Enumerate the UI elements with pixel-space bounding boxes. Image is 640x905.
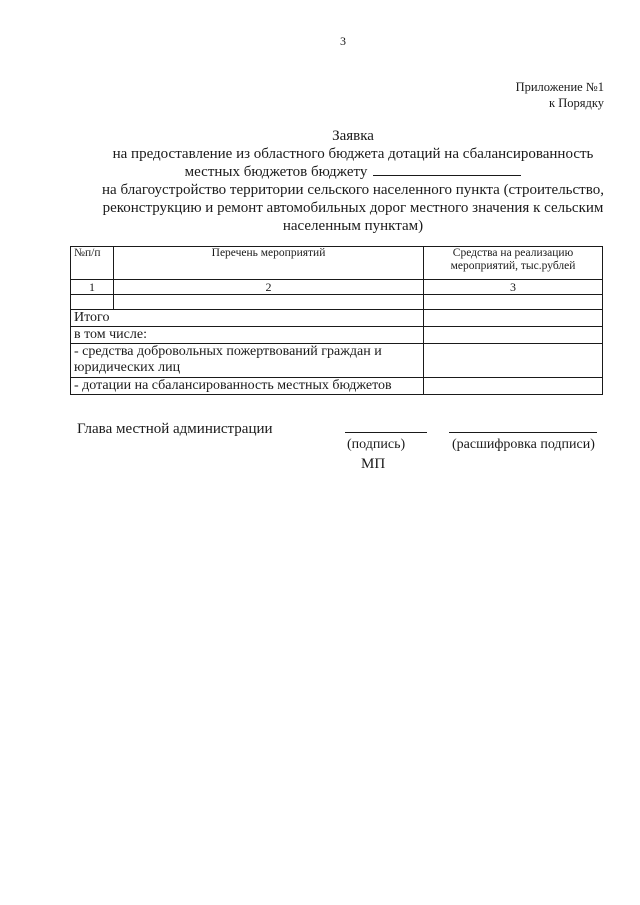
signature-line xyxy=(345,432,427,433)
row-value-donations xyxy=(424,344,603,378)
row-value-subsidies xyxy=(424,378,603,395)
title-line-4: на благоустройство территории сельского населенного пункта (строительство, xyxy=(102,182,604,198)
page-number: 3 xyxy=(340,34,346,48)
column-number-2: 2 xyxy=(114,280,424,295)
title-line-3 xyxy=(60,163,640,181)
stamp-place-label: МП xyxy=(361,456,386,472)
empty-cell xyxy=(424,295,603,310)
column-number-3: 3 xyxy=(424,280,603,295)
table-row xyxy=(71,295,603,310)
document-title xyxy=(60,127,640,235)
signature-decoding-line xyxy=(449,432,597,433)
row-value-including xyxy=(424,327,603,344)
appendix-line-1: Приложение №1 xyxy=(515,80,604,94)
signature-caption: (подпись) xyxy=(347,437,406,452)
header-number: №п/п xyxy=(71,247,114,280)
empty-cell xyxy=(71,295,114,310)
empty-cell xyxy=(114,295,424,310)
request-table xyxy=(70,246,603,395)
header-activities: Перечень мероприятий xyxy=(114,247,424,280)
table-row-including xyxy=(71,327,603,344)
appendix-line-2: к Порядку xyxy=(549,96,604,110)
table-header-row xyxy=(71,247,603,280)
row-label-itogo: Итого xyxy=(71,310,424,327)
title-line-1: Заявка xyxy=(332,128,374,144)
column-number-1: 1 xyxy=(71,280,114,295)
signature-decoding-caption: (расшифровка подписи) xyxy=(452,437,595,452)
row-label-subsidies: - дотации на сбалансированность местных бюджетов xyxy=(71,378,424,395)
column-number-row xyxy=(71,280,603,295)
title-line-3-text: местных бюджетов бюджету xyxy=(184,164,368,180)
row-label-donations: - средства добровольных пожертвований граждан и юридических лиц xyxy=(71,344,424,378)
head-of-administration-label: Глава местной администрации xyxy=(77,421,273,437)
title-line-6: населенным пунктам) xyxy=(282,218,424,234)
title-line-5: реконструкцию и ремонт автомобильных дорог местного значения к сельским xyxy=(102,200,604,216)
header-funds: Средства на реализацию мероприятий, тыс.рублей xyxy=(424,247,603,280)
row-value-itogo xyxy=(424,310,603,327)
row-label-including: в том числе: xyxy=(71,327,424,344)
table-row-donations xyxy=(71,344,603,378)
table-row-itogo xyxy=(71,310,603,327)
appendix-note xyxy=(516,79,604,111)
table-row-subsidies xyxy=(71,378,603,395)
budget-name-blank xyxy=(373,163,521,176)
title-line-2: на предоставление из областного бюджета дотаций на сбалансированность xyxy=(112,146,594,162)
